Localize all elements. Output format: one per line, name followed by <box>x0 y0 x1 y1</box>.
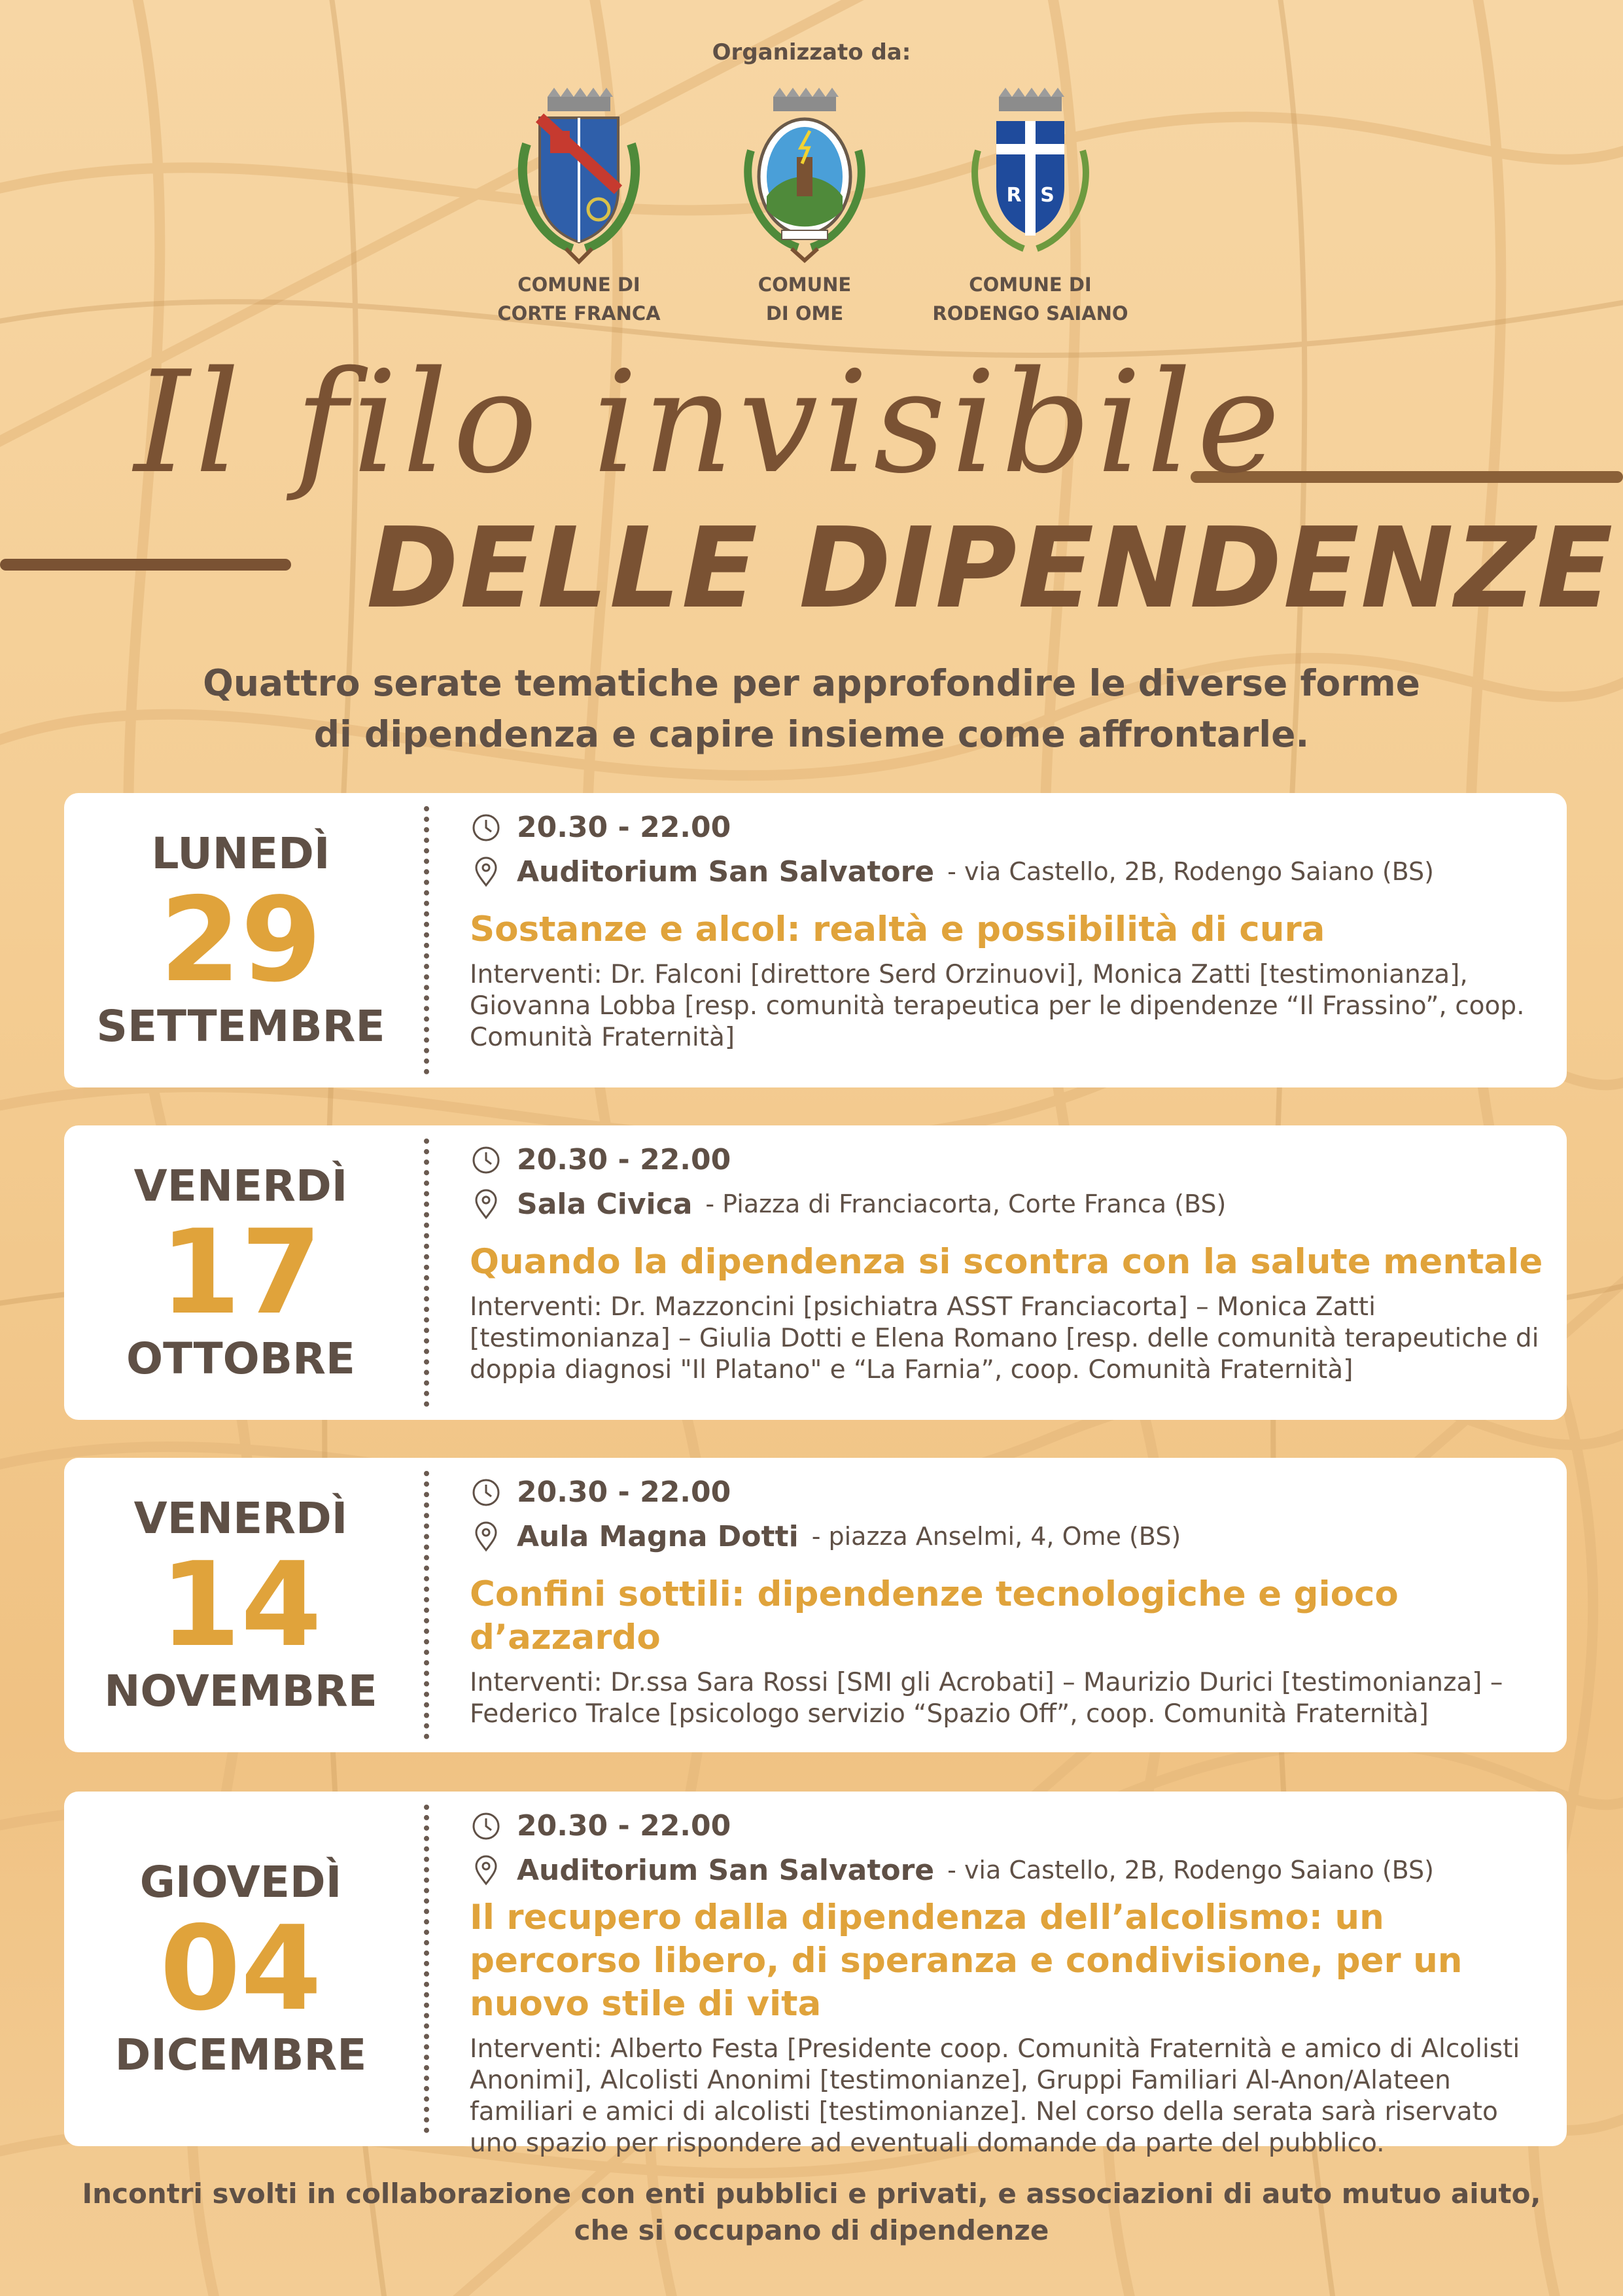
ome-coat-of-arms-icon <box>733 85 877 268</box>
event-speakers: Interventi: Alberto Festa [Presidente coop. Comunità Fraternità e amico di Alcolisti Anonimi], Alcolisti Anonimi [testimonianze], Gruppi Familiari Al-Anon/Alateen familiari e amici di alcolisti [testimonianze]. Nel corso della serata sarà riservato uno spazio per rispondere ad eventuali domande da parte del pubblico. <box>470 2034 1520 2158</box>
event-day-number: 17 <box>160 1205 322 1340</box>
event-details <box>470 1137 1551 1386</box>
location-pin-icon <box>470 1854 502 1886</box>
logo-name-line1: COMUNE DI <box>969 274 1092 296</box>
dotted-divider <box>424 1139 429 1407</box>
event-month: DICEMBRE <box>114 2030 367 2080</box>
event-card-2 <box>64 1125 1567 1420</box>
event-address: - via Castello, 2B, Rodengo Saiano (BS) <box>947 1856 1434 1884</box>
clock-icon <box>470 1475 502 1508</box>
logo-rodengo-saiano <box>932 85 1128 326</box>
footer-note <box>0 2176 1623 2249</box>
event-speakers: Interventi: Dr.ssa Sara Rossi [SMI gli Acrobati] – Maurizio Durici [testimonianza] – Federico Tralce [psicologo servizio “Spazio Off”, coop. Comunità Fraternità] <box>470 1668 1503 1729</box>
event-topic: Sostanze e alcol: realtà e possibilità di cura <box>470 910 1325 949</box>
clock-icon <box>470 1143 502 1176</box>
event-address: - Piazza di Franciacorta, Corte Franca (BS) <box>705 1190 1227 1218</box>
event-month: NOVEMBRE <box>104 1666 377 1716</box>
event-weekday: LUNEDÌ <box>151 828 330 879</box>
footer-line1: Incontri svolti in collaborazione con enti pubblici e privati, e associazioni di auto mutuo aiuto, <box>82 2178 1541 2210</box>
event-details <box>470 1470 1551 1730</box>
event-card-3 <box>64 1458 1567 1752</box>
event-time: 20.30 - 22.00 <box>517 1142 731 1176</box>
event-day-number: 29 <box>160 872 322 1008</box>
event-card-1 <box>64 793 1567 1087</box>
event-venue: Sala Civica <box>517 1187 693 1221</box>
event-date <box>64 1125 417 1420</box>
event-weekday: VENERDÌ <box>133 1161 348 1211</box>
logo-name-line2: RODENGO SAIANO <box>932 302 1128 325</box>
dotted-divider <box>424 1805 429 2133</box>
svg-text:R: R <box>1006 184 1022 207</box>
event-speakers: Interventi: Dr. Mazzoncini [psichiatra ASST Franciacorta] – Monica Zatti [testimonianza] – Giulia Dotti e Elena Romano [resp. delle comunità terapeutiche di doppia diagnosi "Il Platano" e “La Farnia”, coop. Comunità Fraternità] <box>470 1292 1539 1385</box>
subtitle-line1: Quattro serate tematiche per approfondire le diverse forme <box>203 662 1420 704</box>
location-pin-icon <box>470 1188 502 1220</box>
dotted-divider <box>424 806 429 1074</box>
logo-name-line1: COMUNE <box>758 274 852 296</box>
logo-ome <box>707 85 903 326</box>
logo-name-line2: CORTE FRANCA <box>497 302 661 325</box>
event-weekday: GIOVEDÌ <box>139 1857 342 1907</box>
clock-icon <box>470 1809 502 1842</box>
event-date <box>64 1458 417 1752</box>
decorative-bar-left <box>0 559 291 571</box>
event-address: - piazza Anselmi, 4, Ome (BS) <box>811 1522 1181 1551</box>
event-details <box>470 805 1551 1053</box>
event-time: 20.30 - 22.00 <box>517 1809 731 1843</box>
event-date <box>64 1792 417 2146</box>
location-pin-icon <box>470 855 502 888</box>
event-speakers: Interventi: Dr. Falconi [direttore Serd Orzinuovi], Monica Zatti [testimonianza], Giovanna Lobba [resp. comunità terapeutica per le dipendenze “Il Frassino”, coop. Comunità Fraternità] <box>470 960 1525 1052</box>
clock-icon <box>470 811 502 843</box>
logo-corte-franca <box>481 85 677 326</box>
event-venue: Auditorium San Salvatore <box>517 1853 935 1887</box>
event-month: SETTEMBRE <box>96 1001 385 1051</box>
event-time: 20.30 - 22.00 <box>517 1475 731 1509</box>
event-topic: Quando la dipendenza si scontra con la salute mentale <box>470 1242 1543 1282</box>
event-time: 20.30 - 22.00 <box>517 810 731 844</box>
svg-text:S: S <box>1040 184 1055 207</box>
location-pin-icon <box>470 1520 502 1553</box>
event-day-number: 14 <box>160 1537 322 1672</box>
corte-franca-coat-of-arms-icon <box>507 85 651 268</box>
event-month: OTTOBRE <box>126 1333 355 1384</box>
event-topic: Il recupero dalla dipendenza dell’alcolismo: un percorso libero, di speranza e condivisione, per un nuovo stile di vita <box>470 1898 1463 2024</box>
logo-name-line1: COMUNE DI <box>517 274 640 296</box>
event-topic: Confini sottili: dipendenze tecnologiche e gioco d’azzardo <box>470 1574 1399 1657</box>
dotted-divider <box>424 1471 429 1739</box>
event-day-number: 04 <box>160 1901 322 2036</box>
footer-line2: che si occupano di dipendenze <box>574 2214 1049 2246</box>
rodengo-saiano-coat-of-arms-icon <box>958 85 1102 268</box>
organizer-label: Organizzato da: <box>712 39 911 65</box>
event-address: - via Castello, 2B, Rodengo Saiano (BS) <box>947 857 1434 886</box>
subtitle-line2: di dipendenza e capire insieme come affrontarle. <box>313 713 1310 755</box>
event-venue: Auditorium San Salvatore <box>517 855 935 889</box>
event-weekday: VENERDÌ <box>133 1493 348 1544</box>
title-script: Il filo invisibile <box>134 340 1285 504</box>
event-date <box>64 793 417 1087</box>
logo-name-line2: DI OME <box>765 302 844 325</box>
event-card-4 <box>64 1792 1567 2158</box>
subtitle <box>0 658 1623 760</box>
title-main: DELLE DIPENDENZE <box>366 504 1614 633</box>
event-venue: Aula Magna Dotti <box>517 1519 799 1553</box>
event-details <box>470 1803 1551 2159</box>
